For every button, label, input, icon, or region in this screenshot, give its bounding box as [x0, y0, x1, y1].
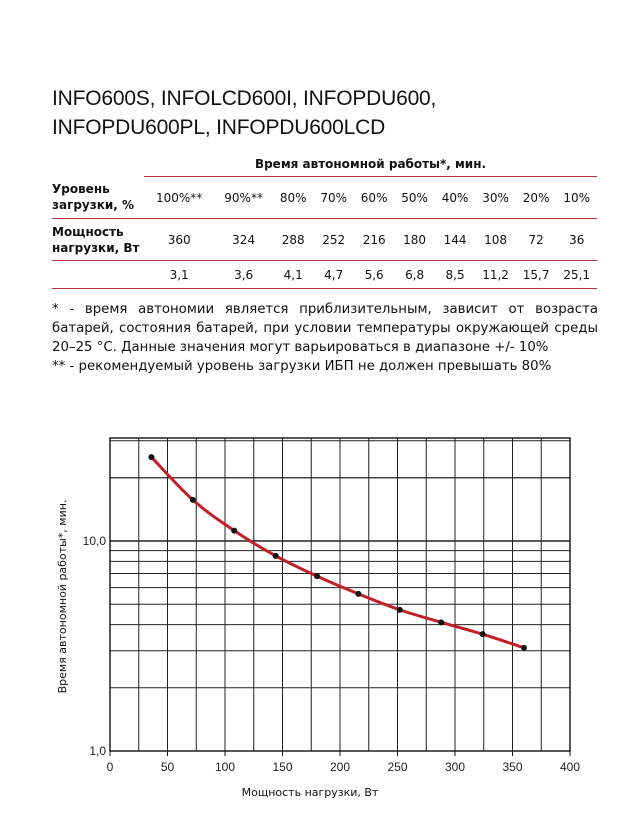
row-label-load: Уровень загрузки, % — [52, 177, 144, 219]
data-point — [231, 528, 237, 534]
y-tick-label: 1,0 — [89, 744, 106, 758]
title-line-1: INFO600S, INFOLCD600I, INFOPDU600, — [52, 87, 437, 110]
power-cell: 288 — [273, 219, 313, 261]
power-cell: 144 — [435, 219, 475, 261]
x-axis-label: Мощность нагрузки, Вт — [241, 786, 379, 799]
power-cell: 108 — [475, 219, 516, 261]
x-tick-label: 0 — [106, 760, 114, 774]
data-point — [397, 607, 403, 613]
time-cell: 6,8 — [394, 261, 434, 289]
table-row-power — [52, 219, 597, 261]
data-point — [314, 573, 320, 579]
series-line — [151, 457, 524, 648]
time-cell: 4,1 — [273, 261, 313, 289]
load-cell: 80% — [273, 177, 313, 219]
x-tick-label: 100 — [214, 760, 236, 774]
data-point — [355, 591, 361, 597]
power-cell: 324 — [214, 219, 273, 261]
footnotes — [52, 300, 598, 376]
load-cell: 10% — [556, 177, 597, 219]
table-header: Время автономной работы*, мин. — [144, 152, 597, 177]
load-cell: 70% — [313, 177, 353, 219]
x-tick-label: 50 — [160, 760, 175, 774]
title-line-2: INFOPDU600PL, INFOPDU600LCD — [52, 116, 386, 139]
power-cell: 216 — [354, 219, 394, 261]
page-title — [52, 84, 592, 142]
table-row-time — [52, 261, 597, 289]
x-tick-label: 200 — [329, 760, 351, 774]
load-cell: 100%** — [144, 177, 214, 219]
power-cell: 180 — [394, 219, 434, 261]
data-point — [190, 497, 196, 503]
load-cell: 30% — [475, 177, 516, 219]
runtime-table — [52, 152, 597, 289]
time-cell: 4,7 — [313, 261, 353, 289]
row-label-power: Мощность нагрузки, Вт — [52, 219, 144, 261]
load-cell: 90%** — [214, 177, 273, 219]
data-point — [521, 645, 527, 651]
footnote-2: ** - рекомендуемый уровень загрузки ИБП не должен превышать 80% — [52, 359, 552, 374]
load-cell: 50% — [394, 177, 434, 219]
x-tick-label: 250 — [387, 760, 408, 774]
footnote-1: * - время автономии является приблизительным, зависит от возраста батарей, состояния батарей, при условии температуры окружающей среды 20–25 °С. Данные значения могут варьироваться в диапазоне +/- 10% — [52, 302, 598, 355]
y-tick-label: 10,0 — [82, 534, 106, 548]
chart-ticks — [83, 534, 581, 774]
runtime-chart — [0, 420, 617, 820]
time-cell: 11,2 — [475, 261, 516, 289]
x-tick-label: 150 — [272, 760, 293, 774]
load-cell: 40% — [435, 177, 475, 219]
time-cell: 3,1 — [144, 261, 214, 289]
power-cell: 360 — [144, 219, 214, 261]
time-cell: 5,6 — [354, 261, 394, 289]
x-tick-label: 350 — [502, 760, 523, 774]
load-cell: 20% — [516, 177, 557, 219]
data-point — [273, 553, 279, 559]
x-tick-label: 400 — [559, 760, 581, 774]
power-cell: 36 — [556, 219, 597, 261]
chart-series — [148, 454, 527, 651]
time-cell: 25,1 — [556, 261, 597, 289]
time-cell: 8,5 — [435, 261, 475, 289]
y-axis-label: Время автономной работы*, мин. — [56, 499, 69, 694]
x-tick-label: 300 — [444, 760, 466, 774]
table-row-load — [52, 177, 597, 219]
time-cell: 15,7 — [516, 261, 557, 289]
time-cell: 3,6 — [214, 261, 273, 289]
data-point — [438, 619, 444, 625]
data-point — [480, 631, 486, 637]
data-point — [148, 454, 154, 460]
load-cell: 60% — [354, 177, 394, 219]
power-cell: 72 — [516, 219, 557, 261]
power-cell: 252 — [313, 219, 353, 261]
